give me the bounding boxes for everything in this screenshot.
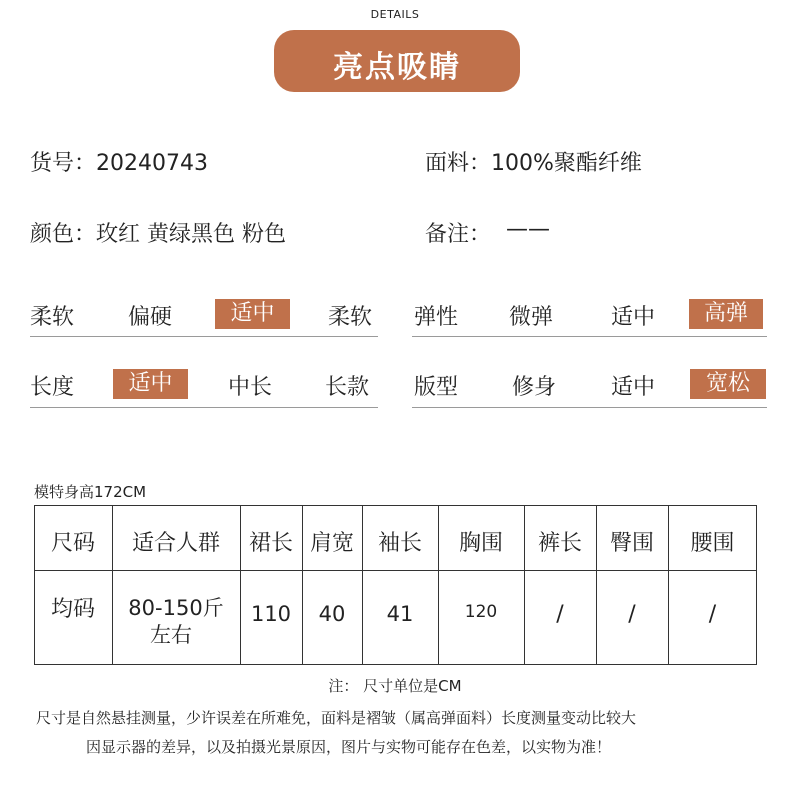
fabric-info: 面料：100%聚酯纤维 <box>425 151 642 176</box>
softness-rule <box>30 336 378 337</box>
table-header-pants-length: 裤长 <box>537 531 582 556</box>
softness-option-hard: 偏硬 <box>128 305 173 330</box>
color-values: 玫红 黄绿黑色 粉色 <box>96 222 286 247</box>
table-header-sleeve: 袖长 <box>377 531 422 556</box>
fit-label: 版型 <box>414 375 459 400</box>
table-cell-size: 均码 <box>50 597 95 622</box>
table-row-divider <box>34 570 757 571</box>
length-label: 长度 <box>30 375 75 400</box>
measurement-note: 尺寸是自然悬挂测量，少许误差在所难免，面料是褶皱（属高弹面料）长度测量变动比较大 <box>36 709 637 727</box>
color-difference-note: 因显示器的差异，以及拍摄光景原因，图片与实物可能存在色差，以实物为准！ <box>86 738 612 756</box>
fit-rule <box>412 407 767 408</box>
table-cell-shoulder: 40 <box>318 602 346 626</box>
table-header-hip: 臀围 <box>609 531 654 556</box>
table-cell-fit-range-suffix: 左右 <box>150 623 192 647</box>
elasticity-option-medium: 适中 <box>611 305 656 330</box>
item-number: 货号：20240743 <box>30 151 208 176</box>
table-header-chest: 胸围 <box>458 531 503 556</box>
elasticity-rule <box>412 336 767 337</box>
table-header-shoulder: 肩宽 <box>309 531 354 556</box>
table-cell-waist: / <box>708 602 717 627</box>
unit-note: 注： 尺寸单位是CM <box>328 677 462 695</box>
color-label: 颜色： <box>30 222 97 247</box>
table-header-fit-group: 适合人群 <box>131 531 220 556</box>
table-cell-hip: / <box>628 602 636 627</box>
length-option-long: 长款 <box>325 375 370 400</box>
table-cell-sleeve: 41 <box>386 602 414 626</box>
remark-label: 备注： <box>425 222 492 247</box>
table-cell-chest: 120 <box>464 602 498 622</box>
length-option-midi: 中长 <box>228 375 273 400</box>
softness-option-soft: 柔软 <box>328 305 373 330</box>
fit-option-loose-selected: 宽松 <box>690 369 766 399</box>
page-title: 亮点吸睛 <box>333 50 461 85</box>
elasticity-label: 弹性 <box>414 305 459 330</box>
fit-option-medium: 适中 <box>611 375 656 400</box>
length-rule <box>30 407 378 408</box>
table-header-size: 尺码 <box>50 531 95 556</box>
elasticity-option-slight: 微弹 <box>509 305 554 330</box>
softness-option-medium-selected: 适中 <box>215 299 290 329</box>
remark-value: —— <box>506 217 550 242</box>
elasticity-option-high-selected: 高弹 <box>689 299 763 329</box>
table-header-waist: 腰围 <box>690 531 735 556</box>
details-label: DETAILS <box>370 8 420 21</box>
table-header-skirt-length: 裙长 <box>248 531 293 556</box>
table-cell-fit-range: 80-150斤 <box>128 596 224 620</box>
fit-option-slim: 修身 <box>512 375 557 400</box>
length-option-medium-selected: 适中 <box>113 369 188 399</box>
table-cell-skirt-length: 110 <box>250 602 292 626</box>
softness-label: 柔软 <box>30 305 75 330</box>
table-cell-pants-length: / <box>556 602 564 627</box>
model-height-note: 模特身高172CM <box>34 483 147 501</box>
